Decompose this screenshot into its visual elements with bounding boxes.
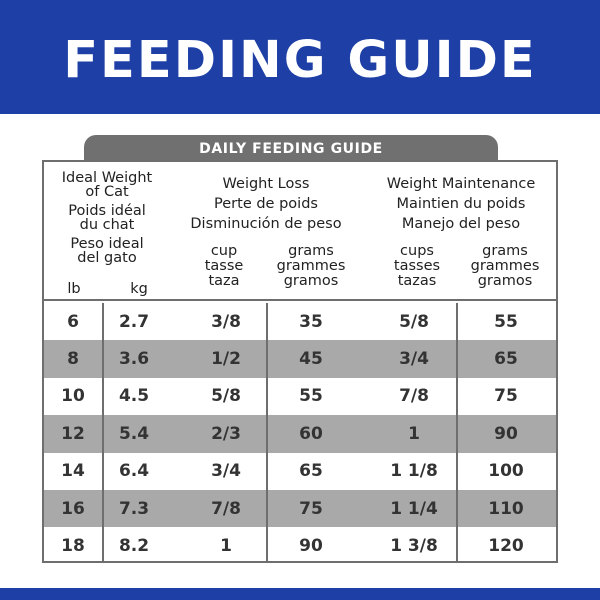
page-title: FEEDING GUIDE bbox=[63, 30, 537, 90]
cell-maint-cups: 3/4 bbox=[399, 349, 429, 370]
cell-kg: 6.4 bbox=[118, 461, 150, 482]
cell-maint-grams: 75 bbox=[494, 386, 518, 407]
table-row bbox=[44, 527, 556, 564]
column-divider bbox=[456, 303, 458, 561]
header-line: Weight Maintenance bbox=[386, 176, 536, 192]
cell-maint-grams: 120 bbox=[488, 536, 524, 557]
table-row bbox=[44, 303, 556, 340]
header-line: Weight Loss bbox=[222, 176, 310, 192]
header-weight-maintenance bbox=[366, 174, 556, 234]
cell-loss-grams: 35 bbox=[299, 311, 323, 332]
cell-lb: 16 bbox=[61, 498, 85, 519]
cell-loss-grams: 55 bbox=[299, 386, 323, 407]
cell-loss-grams: 65 bbox=[299, 461, 323, 482]
header-line: cup bbox=[210, 243, 238, 259]
column-divider bbox=[266, 303, 268, 561]
cell-loss-cup: 5/8 bbox=[211, 386, 241, 407]
cell-maint-grams: 100 bbox=[488, 461, 524, 482]
cell-lb: 18 bbox=[61, 536, 85, 557]
table-caption-tab bbox=[84, 135, 498, 162]
header-line: taza bbox=[208, 273, 240, 289]
header-line: Maintien du poids bbox=[396, 196, 526, 212]
cell-maint-cups: 7/8 bbox=[399, 386, 429, 407]
table-row bbox=[44, 490, 556, 527]
header-line: Manejo del peso bbox=[401, 216, 521, 232]
cell-loss-grams: 90 bbox=[299, 536, 323, 557]
cell-loss-cup: 7/8 bbox=[211, 498, 241, 519]
header-line: del gato bbox=[77, 250, 137, 266]
header-line: of Cat bbox=[85, 184, 129, 200]
cell-maint-cups: 1 3/8 bbox=[390, 536, 438, 557]
header-loss-grams bbox=[266, 244, 356, 289]
table-row bbox=[44, 415, 556, 452]
header-line: grams bbox=[482, 243, 528, 259]
header-divider bbox=[44, 299, 556, 301]
cell-loss-cup: 1/2 bbox=[211, 349, 241, 370]
header-loss-cup bbox=[184, 244, 264, 289]
header-maint-cups bbox=[372, 244, 462, 289]
cell-maint-grams: 90 bbox=[494, 423, 518, 444]
header-line: tazas bbox=[397, 273, 437, 289]
cell-maint-cups: 1 1/8 bbox=[390, 461, 438, 482]
header-line: Disminución de peso bbox=[190, 216, 342, 232]
cell-loss-grams: 60 bbox=[299, 423, 323, 444]
header-lb: lb bbox=[67, 281, 81, 297]
cell-kg: 4.5 bbox=[118, 386, 150, 407]
cell-loss-cup: 3/4 bbox=[211, 461, 241, 482]
cell-maint-cups: 1 1/4 bbox=[390, 498, 438, 519]
header-line: gramos bbox=[477, 273, 533, 289]
header-ideal-weight bbox=[52, 170, 162, 267]
cell-kg: 2.7 bbox=[118, 311, 150, 332]
header-line: grams bbox=[288, 243, 334, 259]
cell-maint-grams: 110 bbox=[488, 498, 524, 519]
header-line: Peso ideal bbox=[70, 236, 144, 252]
feeding-guide-banner bbox=[0, 0, 600, 114]
header-kg: kg bbox=[130, 281, 148, 297]
cell-kg: 8.2 bbox=[118, 536, 150, 557]
cell-maint-cups: 1 bbox=[408, 423, 420, 444]
header-line: Perte de poids bbox=[214, 196, 318, 212]
cell-kg: 3.6 bbox=[118, 349, 150, 370]
header-line: cups bbox=[400, 243, 434, 259]
cell-loss-grams: 75 bbox=[299, 498, 323, 519]
cell-kg: 5.4 bbox=[118, 423, 150, 444]
header-line: du chat bbox=[79, 217, 135, 233]
table-row bbox=[44, 340, 556, 377]
header-line: tasse bbox=[204, 258, 244, 274]
cell-loss-cup: 2/3 bbox=[211, 423, 241, 444]
cell-loss-cup: 1 bbox=[220, 536, 232, 557]
header-line: grammes bbox=[470, 258, 540, 274]
header-weight-loss bbox=[176, 174, 356, 234]
feeding-table bbox=[42, 160, 558, 563]
cell-lb: 8 bbox=[67, 349, 79, 370]
cell-lb: 10 bbox=[61, 386, 85, 407]
cell-maint-grams: 55 bbox=[494, 311, 518, 332]
cell-lb: 12 bbox=[61, 423, 85, 444]
header-line: tasses bbox=[393, 258, 441, 274]
table-body bbox=[44, 303, 556, 565]
column-divider bbox=[102, 303, 104, 561]
header-line: Ideal Weight bbox=[61, 170, 153, 186]
cell-lb: 6 bbox=[67, 311, 79, 332]
table-row bbox=[44, 378, 556, 415]
header-line: Poids idéal bbox=[68, 203, 146, 219]
table-caption: DAILY FEEDING GUIDE bbox=[199, 140, 383, 157]
cell-loss-cup: 3/8 bbox=[211, 311, 241, 332]
header-line: gramos bbox=[283, 273, 339, 289]
table-row bbox=[44, 453, 556, 490]
bottom-brand-bar bbox=[0, 588, 600, 600]
cell-lb: 14 bbox=[61, 461, 85, 482]
cell-maint-cups: 5/8 bbox=[399, 311, 429, 332]
cell-maint-grams: 65 bbox=[494, 349, 518, 370]
cell-kg: 7.3 bbox=[118, 498, 150, 519]
header-line: grammes bbox=[276, 258, 346, 274]
cell-loss-grams: 45 bbox=[299, 349, 323, 370]
header-maint-grams bbox=[460, 244, 550, 289]
